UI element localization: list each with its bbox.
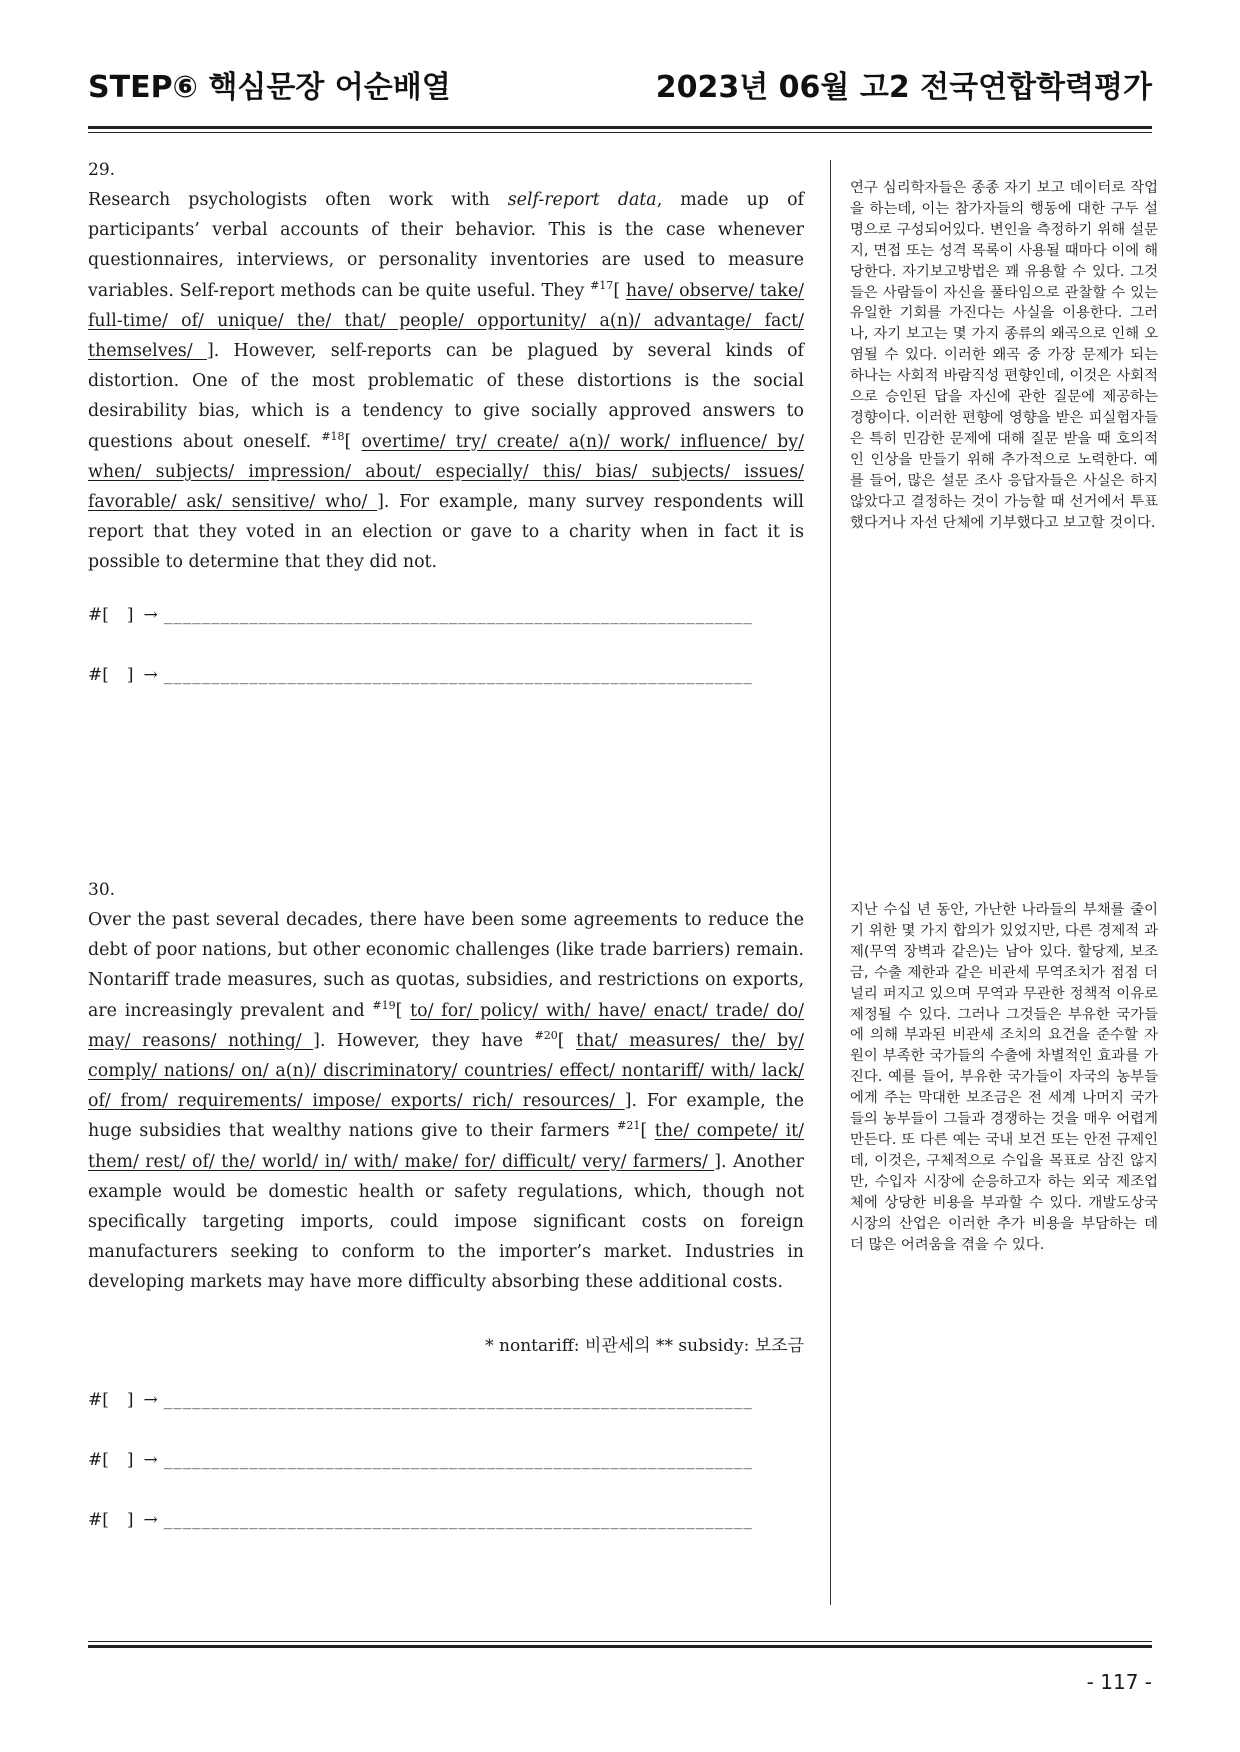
answer-line: #[ ] → ______________________________________________________________ [88, 605, 753, 625]
q30-tag-20: #20 [534, 1029, 558, 1043]
answer-blank-line[interactable]: ______________________________________________________________ [163, 1510, 753, 1530]
q29-text-3: ]. However, self-reports can be plagued by several kinds of distortion. One of the most problematic of these distortions is the social desirability bias, which is a tendency to give socially approved answers to questions about oneself. [88, 341, 804, 452]
q30-text-2: ]. However, they have [313, 1030, 535, 1051]
q30-bracket-19: [ [395, 1000, 411, 1021]
q29-bracket-18: [ [344, 431, 362, 452]
section-title: STEP⑥ 핵심문장 어순배열 [88, 70, 451, 105]
question-30-passage [88, 905, 804, 1298]
q30-bracket-20: [ [557, 1030, 577, 1051]
q30-tag-19: #19 [372, 998, 396, 1012]
answer-blank-line[interactable]: ______________________________________________________________ [163, 605, 753, 625]
answer-line: #[ ] → ______________________________________________________________ [88, 1450, 753, 1470]
answer-blank-line[interactable]: ______________________________________________________________ [163, 1450, 753, 1470]
q29-scramble-18: overtime/ try/ create/ a(n)/ work/ influence/ by/ when/ subjects/ impression/ about/ especially/ this/ bias/ subjects/ issues/ favorable/ ask/ sensitive/ who/ [88, 431, 804, 513]
page-number: - 117 - [1086, 1670, 1152, 1694]
q30-text-4: ]. Another example would be domestic health or safety regulations, which, though not specifically targeting imports, could impose significant costs on foreign manufacturers seeking to conform to the importer’s market. Industries in developing markets may have more difficulty absorbing these additional costs. [88, 1151, 804, 1293]
footer-rule-thin [88, 1641, 1152, 1642]
question-29-passage [88, 185, 804, 578]
header-rule-thin [88, 132, 1152, 133]
answer-blank-line[interactable]: ______________________________________________________________ [163, 1390, 753, 1410]
q29-text-1: Research psychologists often work with [88, 190, 508, 210]
answer-blank-line[interactable]: ______________________________________________________________ [163, 665, 753, 685]
q29-text-4: ]. For example, many survey respondents will report that they voted in an election or gave to a charity when in fact it is possible to determine that they did not. [88, 492, 804, 573]
question-30-translation: 지난 수십 년 동안, 가난한 나라들의 부채를 줄이기 위한 몇 가지 합의가 있었지만, 다른 경제적 과제(무역 장벽과 같은)는 남아 있다. 할당제, 보조금, 수출 제한과 같은 비관세 무역조치가 점점 더 널리 퍼지고 있으며 무역과 무관한 정책적 이유로 제정될 수 있다. 그러나 그것들은 부유한 국가들에 의해 부과된 비관세 조치의 요건을 준수할 자원이 부족한 국가들의 수출에 차별적인 효과를 가진다. 예를 들어, 부유한 국가들이 자국의 농부들에게 주는 막대한 보조금은 전 세계 나머지 국가들의 농부들이 그들과 경쟁하는 것을 매우 어렵게 만든다. 또 다른 예는 국내 보건 또는 안전 규제인데, 이것은, 구체적으로 수입을 목표로 삼진 않지만, 수입자 시장에 순응하고자 하는 외국 제조업체에 상당한 비용을 부과할 수 있다. 개발도상국 시장의 산업은 이러한 추가 비용을 부담하는 데 더 많은 어려움을 겪을 수 있다. [850, 902, 1158, 1253]
q29-text-2: , made up of participants’ verbal accounts of their behavior. This is the case whenever questionnaires, interviews, or personality inventories are used to measure variables. Self-report methods can be quite useful. They [88, 190, 804, 301]
answer-line: #[ ] → ______________________________________________________________ [88, 1510, 753, 1530]
q30-tag-21: #21 [617, 1119, 641, 1133]
question-29-translation: 연구 심리학자들은 종종 자기 보고 데이터로 작업을 하는데, 이는 참가자들의 행동에 대한 구두 설명으로 구성되어있다. 변인을 측정하기 위해 설문지, 면접 또는 성격 목록이 사용될 때마다 이에 해당한다. 자기보고방법은 꽤 유용할 수 있다. 그것들은 사람들이 자신을 풀타임으로 관찰할 수 있는 유일한 기회를 가진다는 사실을 이용한다. 그러나, 자기 보고는 몇 가지 종류의 왜곡으로 인해 오염될 수 있다. 이러한 왜곡 중 가장 문제가 되는 하나는 사회적 바람직성 편향인데, 이것은 사회적으로 승인된 답을 자신에 관한 질문에 제공하는 경향이다. 이러한 편향에 영향을 받은 피실험자들은 특히 민감한 문제에 대해 질문 받을 때 호의적인 인상을 만들기 위해 추가적으로 노력한다. 예를 들어, 많은 설문 조사 응답자들은 사실은 하지 않았다고 결정하는 것이 가능할 때 선거에서 투표했다거나 자선 단체에 기부했다고 보고할 것이다. [850, 180, 1158, 531]
q30-text-1: Over the past several decades, there have been some agreements to reduce the debt of poor nations, but other economic challenges (like trade barriers) remain. Nontariff trade measures, such as quotas, subsidies, and restrictions on exports, are increasingly prevalent and [88, 910, 804, 1021]
q30-bracket-21: [ [640, 1121, 655, 1142]
question-30-number: 30. [88, 880, 116, 900]
q29-tag-17: #17 [590, 278, 614, 292]
q29-tag-18: #18 [321, 429, 345, 443]
answer-line: #[ ] → ______________________________________________________________ [88, 1390, 753, 1410]
question-29-number: 29. [88, 160, 116, 180]
q29-emphasis: self-report data [507, 190, 657, 210]
vocabulary-note: * nontariff: 비관세의 ** subsidy: 보조금 [485, 1336, 804, 1356]
q30-scramble-21: the/ compete/ it/ them/ rest/ of/ the/ world/ in/ with/ make/ for/ difficult/ very/ farmers/ [88, 1121, 804, 1172]
q30-scramble-20: that/ measures/ the/ by/ comply/ nations/ on/ a(n)/ discriminatory/ countries/ effect/ nontariff/ with/ lack/ of/ from/ requirements/ impose/ exports/ rich/ resources/ [88, 1030, 804, 1112]
q30-scramble-19: to/ for/ policy/ with/ have/ enact/ trade/ do/ may/ reasons/ nothing/ [88, 1000, 804, 1051]
q29-bracket-17: [ [613, 280, 626, 301]
header-rule [88, 126, 1152, 129]
q29-scramble-17: have/ observe/ take/ full-time/ of/ unique/ the/ that/ people/ opportunity/ a(n)/ advantage/ fact/ themselves/ [88, 280, 804, 362]
answer-line: #[ ] → ______________________________________________________________ [88, 665, 753, 685]
column-divider [830, 160, 831, 1605]
exam-title: 2023년 06월 고2 전국연합학력평가 [655, 70, 1152, 105]
q30-text-3: ]. For example, the huge subsidies that wealthy nations give to their farmers [88, 1091, 804, 1142]
footer-rule [88, 1645, 1152, 1648]
